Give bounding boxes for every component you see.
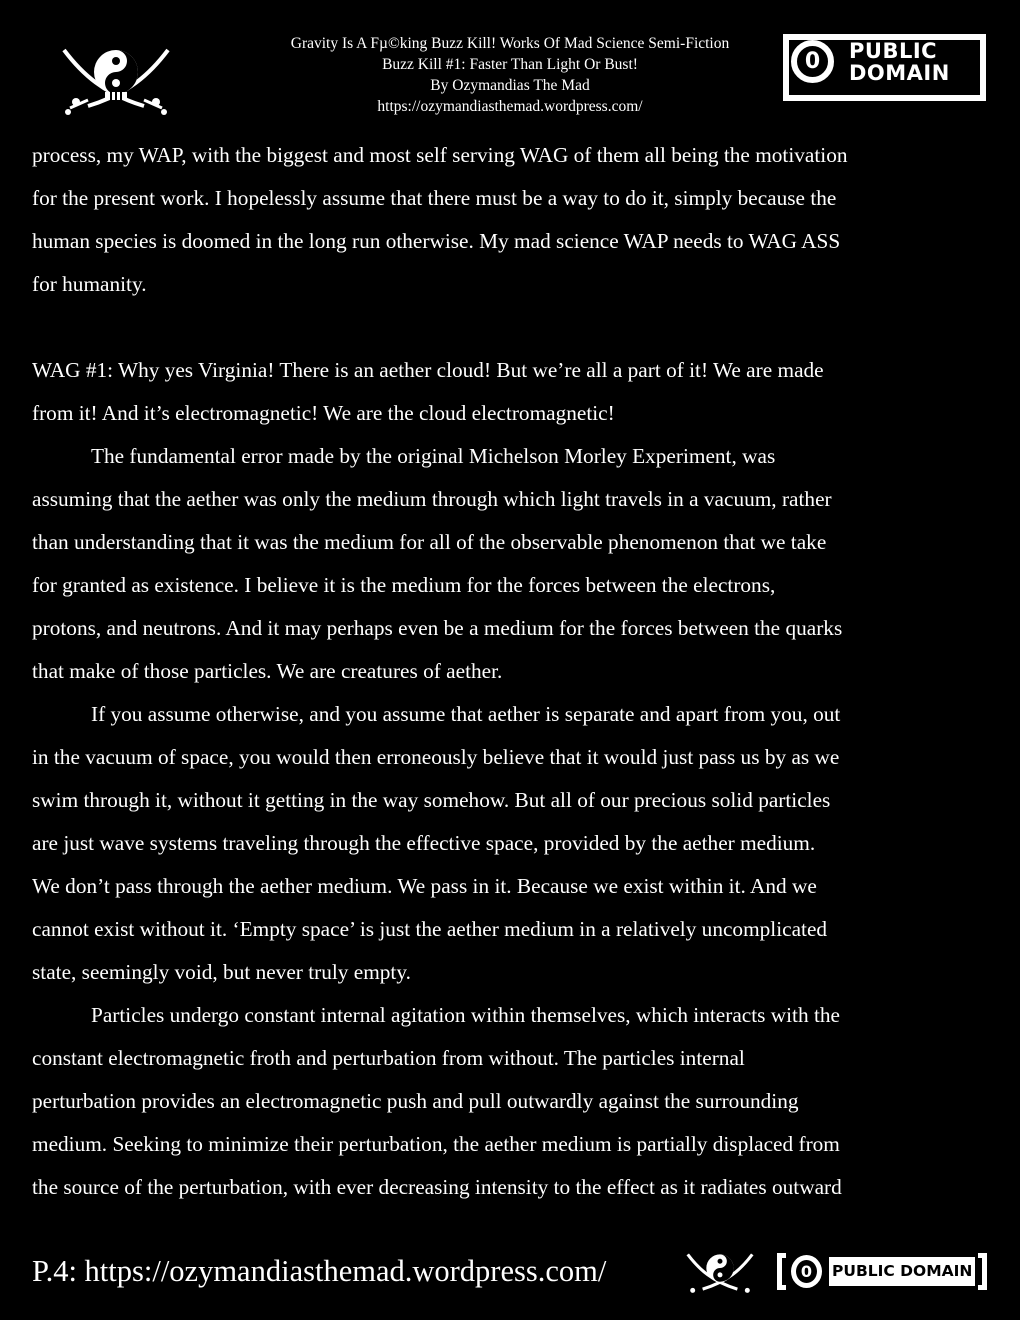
public-domain-badge: 0 PUBLIC DOMAIN — [783, 34, 986, 101]
text-line: than understanding that it was the medium for all of the observable phenomenon that we take — [32, 530, 827, 554]
author-url: https://ozymandiasthemad.wordpress.com/ — [377, 98, 643, 115]
footer-pirate-logo-icon — [684, 1248, 756, 1298]
text-line: are just wave systems traveling through the effective space, provided by the aether medium. — [32, 831, 816, 855]
text-line: process, my WAP, with the biggest and most self serving WAG of them all being the motivation — [32, 143, 848, 167]
footer-public-domain-badge: 0 PUBLIC DOMAIN — [777, 1253, 987, 1290]
text-line: swim through it, without it getting in the way somehow. But all of our precious solid particles — [32, 788, 831, 812]
text-line: assuming that the aether was only the medium through which light travels in a vacuum, rather — [32, 487, 832, 511]
blank-line — [32, 306, 994, 349]
text-line: medium. Seeking to minimize their perturbation, the aether medium is partially displaced from — [32, 1132, 840, 1156]
pirate-yin-yang-logo-icon — [58, 40, 174, 120]
text-line: human species is doomed in the long run otherwise. My mad science WAP needs to WAG ASS — [32, 229, 841, 253]
page-header — [0, 0, 1020, 130]
text-line: from it! And it’s electromagnetic! We are the cloud electromagnetic! — [32, 401, 615, 425]
series-title: Gravity Is A Fµ©king Buzz Kill! Works Of Mad Science Semi-Fiction — [290, 35, 730, 52]
text-line: cannot exist without it. ‘Empty space’ is just the aether medium in a relatively uncomplicated — [32, 917, 828, 941]
text-line: in the vacuum of space, you would then erroneously believe that it would just pass us by as we — [32, 745, 840, 769]
text-line: The fundamental error made by the original Michelson Morley Experiment, was — [91, 444, 776, 468]
text-line: If you assume otherwise, and you assume that aether is separate and apart from you, out — [91, 702, 841, 726]
text-line: the source of the perturbation, with ever decreasing intensity to the effect as it radiates outward — [32, 1175, 842, 1199]
text-line: state, seemingly void, but never truly empty. — [32, 960, 411, 984]
body-text — [32, 134, 994, 1209]
text-line: WAG #1: Why yes Virginia! There is an aether cloud! But we’re all a part of it! We are made — [32, 358, 824, 382]
footer-page-url: P.4: https://ozymandiasthemad.wordpress.com/ — [32, 1254, 607, 1288]
text-line: constant electromagnetic froth and perturbation from without. The particles internal — [32, 1046, 745, 1070]
document-header-title — [200, 33, 820, 117]
text-line: for granted as existence. I believe it is the medium for the forces between the electrons, — [32, 573, 776, 597]
footer-public-domain-label: PUBLIC DOMAIN — [832, 1262, 973, 1280]
text-line: Particles undergo constant internal agitation within themselves, which interacts with the — [91, 1003, 840, 1027]
work-title: Buzz Kill #1: Faster Than Light Or Bust! — [382, 56, 638, 73]
text-line: perturbation provides an electromagnetic push and pull outwardly against the surrounding — [32, 1089, 799, 1113]
text-line: protons, and neutrons. And it may perhaps even be a medium for the forces between the quarks — [32, 616, 843, 640]
page-footer — [0, 1240, 1020, 1320]
text-line: We don’t pass through the aether medium. We pass in it. Because we exist within it. And we — [32, 874, 817, 898]
author-line: By Ozymandias The Mad — [430, 77, 590, 94]
text-line: for humanity. — [32, 272, 147, 296]
text-line: that make of those particles. We are creatures of aether. — [32, 659, 503, 683]
public-domain-label: PUBLIC DOMAIN — [849, 39, 950, 85]
text-line: for the present work. I hopelessly assume that there must be a way to do it, simply because the — [32, 186, 837, 210]
